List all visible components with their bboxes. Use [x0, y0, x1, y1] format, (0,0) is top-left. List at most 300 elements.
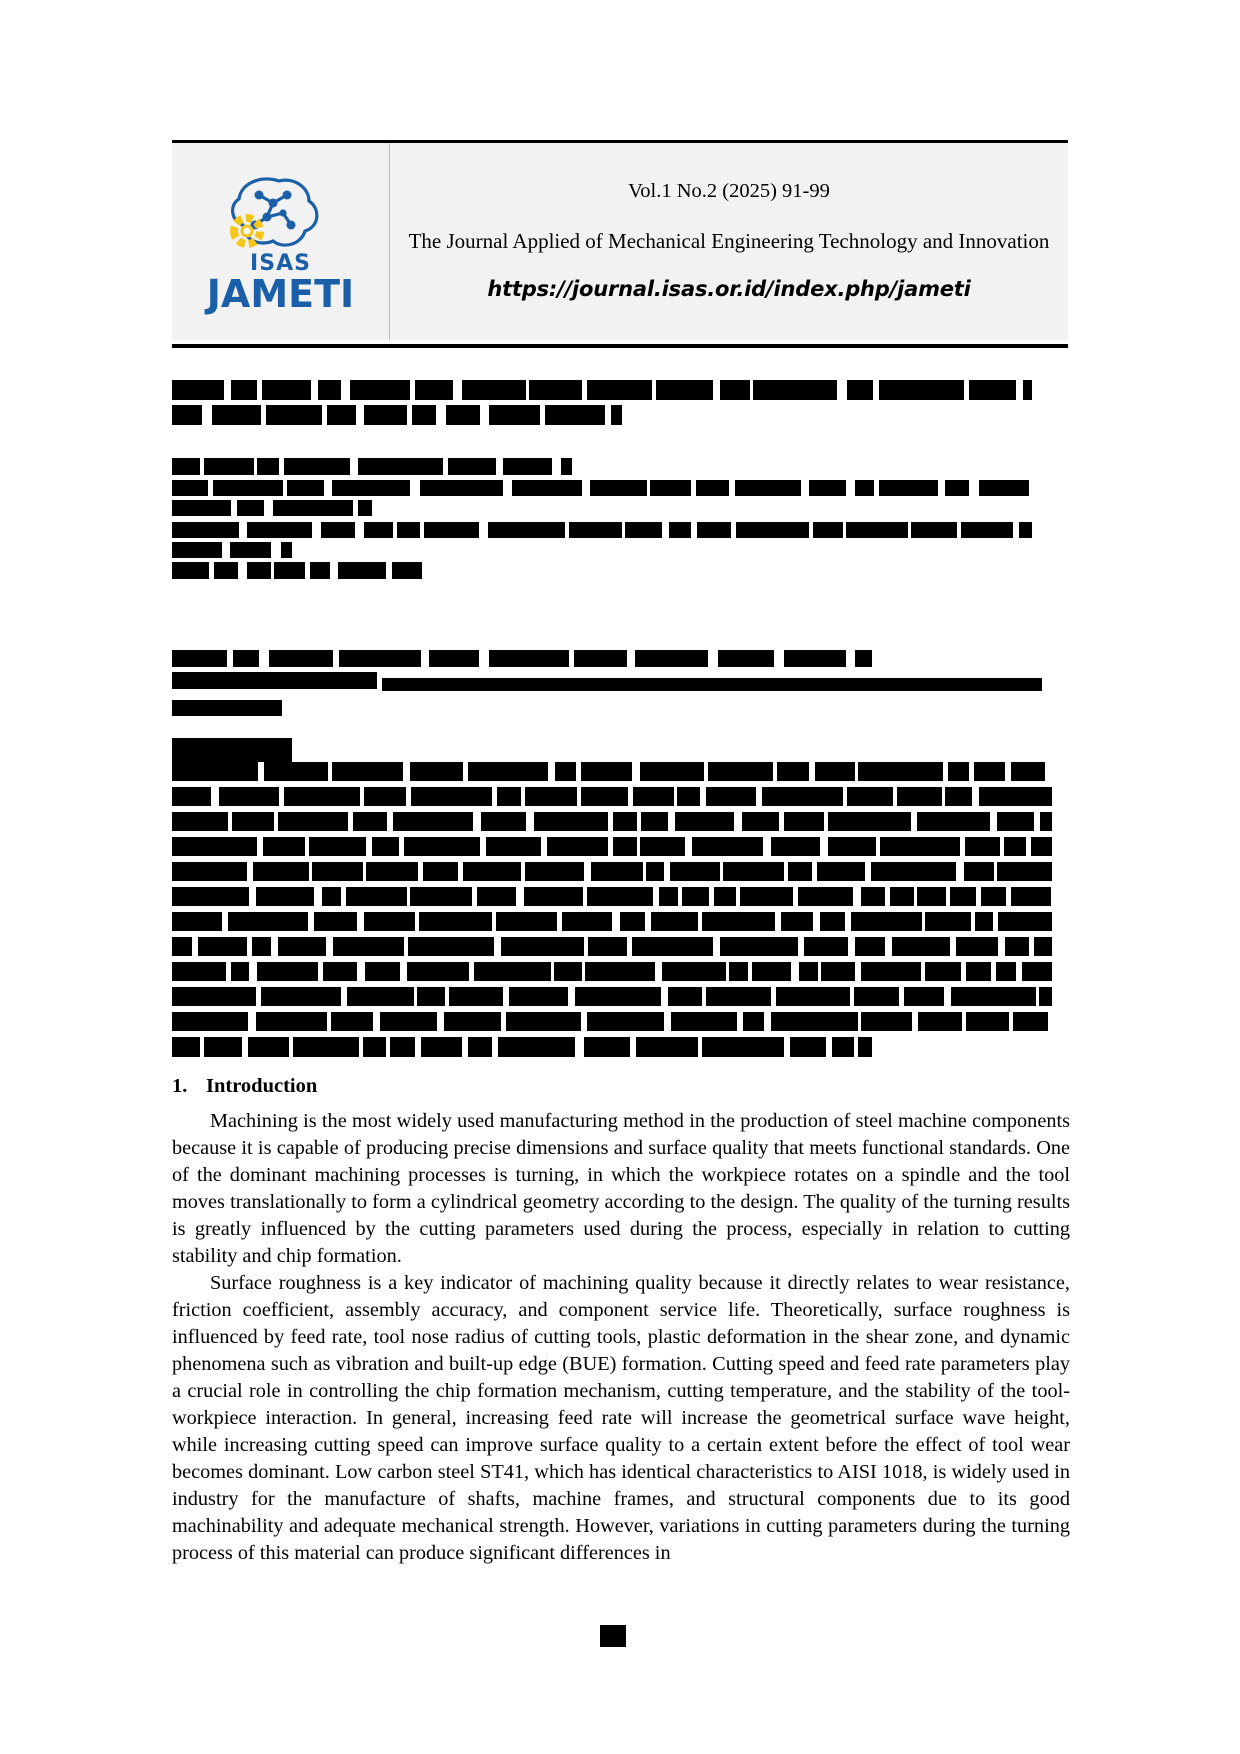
- redacted-abstract-body-line: [646, 862, 664, 881]
- redacted-abstract-body-line: [534, 812, 608, 831]
- redacted-abstract-body-line: [172, 738, 292, 762]
- redacted-title-line: [172, 380, 224, 400]
- redacted-abstract-body-line: [365, 962, 400, 981]
- redacted-abstract-body-line: [256, 887, 314, 906]
- journal-title: The Journal Applied of Mechanical Engineering Technology and Innovation: [408, 228, 1050, 253]
- redacted-affiliation-line: [735, 480, 801, 496]
- redacted-abstract-body-line: [1022, 962, 1052, 981]
- redacted-abstract-body-line: [449, 987, 502, 1006]
- redacted-abstract-body-line: [477, 887, 516, 906]
- redacted-abstract-body-line: [918, 1012, 962, 1031]
- redacted-abstract-body-line: [555, 762, 577, 781]
- redacted-abstract-body-line: [444, 1012, 501, 1031]
- redacted-abstract-body-line: [917, 812, 990, 831]
- redacted-abstract-body-line: [706, 987, 771, 1006]
- redacted-abstract-body-line: [996, 962, 1016, 981]
- redacted-abstract-body-line: [981, 887, 1006, 906]
- redacted-affiliation-line: [736, 522, 809, 538]
- redacted-affiliation-line: [172, 522, 239, 538]
- redacted-abstract-body-line: [854, 987, 899, 1006]
- redacted-abstract-body-line: [633, 787, 674, 806]
- redacted-abstract-body-line: [620, 912, 645, 931]
- redacted-abstract-body-line: [554, 962, 581, 981]
- page-footer-mark: [600, 1625, 626, 1647]
- redacted-abstract-body-line: [861, 962, 922, 981]
- redacted-affiliation-line: [230, 542, 272, 558]
- redacted-affiliation-line: [172, 500, 231, 516]
- redacted-abstract-body-line: [172, 837, 257, 856]
- redacted-abstract-body-line: [966, 962, 990, 981]
- redacted-abstract-body-line: [776, 987, 850, 1006]
- redacted-abstract-body-line: [404, 837, 480, 856]
- redacted-abstract-body-line: [172, 937, 192, 956]
- redacted-abstract-body-line: [975, 912, 993, 931]
- redacted-abstract-body-line: [706, 787, 756, 806]
- redacted-affiliation-line: [358, 500, 372, 516]
- redacted-abstract-body-line: [828, 837, 877, 856]
- redacted-title-line: [266, 405, 322, 425]
- redacted-abstract-body-line: [366, 862, 418, 881]
- redacted-abstract-body-line: [771, 837, 820, 856]
- redacted-abstract-body-line: [581, 787, 627, 806]
- redacted-abstract-body-line: [497, 787, 521, 806]
- redacted-affiliation-line: [420, 480, 503, 496]
- redacted-abstract-body-line: [720, 937, 799, 956]
- redacted-abstract-body-line: [729, 962, 748, 981]
- redacted-title-line: [1023, 380, 1032, 400]
- redacted-title-line: [364, 405, 407, 425]
- redacted-affiliation-line: [172, 562, 209, 579]
- redacted-abstract-body-line: [346, 887, 407, 906]
- redacted-abstract-heading: [718, 650, 774, 667]
- redacted-affiliation-line: [669, 522, 691, 538]
- redacted-abstract-body-line: [219, 787, 279, 806]
- redacted-affiliation-line: [512, 480, 582, 496]
- redacted-abstract-body-line: [948, 762, 968, 781]
- redacted-abstract-body-line: [323, 962, 358, 981]
- journal-masthead: [172, 140, 1068, 340]
- redacted-abstract-body-line: [815, 762, 855, 781]
- redacted-abstract-body-line: [956, 937, 998, 956]
- redacted-abstract-body-line: [575, 987, 661, 1006]
- redacted-abstract-body-line: [998, 912, 1052, 931]
- redacted-affiliation-line: [397, 522, 421, 538]
- redacted-abstract-body-line: [777, 762, 809, 781]
- redacted-abstract-heading: [233, 650, 259, 667]
- redacted-abstract-body-line: [332, 762, 403, 781]
- redacted-abstract-body-line: [364, 787, 406, 806]
- redacted-abstract-body-line: [524, 887, 584, 906]
- redacted-abstract-body-line: [847, 787, 893, 806]
- redacted-title-line: [172, 405, 202, 425]
- redacted-title-line: [327, 405, 356, 425]
- redacted-abstract-body-line: [662, 962, 726, 981]
- redacted-abstract-body-line: [198, 937, 247, 956]
- redacted-abstract-body-line: [965, 837, 1000, 856]
- redacted-abstract-body-line: [585, 962, 655, 981]
- redacted-abstract-body-line: [640, 762, 704, 781]
- redacted-title-line: [753, 380, 837, 400]
- redacted-abstract-body-line: [997, 812, 1034, 831]
- redacted-abstract-body-line: [587, 1012, 663, 1031]
- redacted-title-line: [969, 380, 1016, 400]
- redacted-abstract-body-line: [682, 887, 709, 906]
- redacted-affiliation-line: [650, 480, 691, 496]
- redacted-abstract-body-line: [333, 937, 405, 956]
- redacted-affiliation-line: [855, 480, 873, 496]
- redacted-author-line: [358, 458, 443, 475]
- redacted-abstract-body-line: [314, 912, 357, 931]
- redacted-author-line: [257, 458, 278, 475]
- redacted-affiliation-line: [961, 522, 1012, 538]
- redacted-abstract-body-line: [172, 762, 258, 781]
- redacted-abstract-body-line: [904, 987, 944, 1006]
- redacted-abstract-body-line: [172, 962, 226, 981]
- redacted-abstract-body-line: [423, 862, 458, 881]
- redacted-abstract-body-line: [640, 837, 684, 856]
- redacted-abstract-body-line: [659, 887, 678, 906]
- redacted-title-line: [529, 380, 582, 400]
- redacted-affiliation-line: [310, 562, 330, 579]
- redacted-title-line: [412, 405, 436, 425]
- redacted-abstract-body-line: [675, 812, 734, 831]
- redacted-title-line: [879, 380, 964, 400]
- redacted-abstract-body-line: [742, 812, 779, 831]
- redacted-affiliation-line: [273, 500, 354, 516]
- paragraph-2: Surface roughness is a key indicator of machining quality because it directly relates to wear resistance, friction coefficient, assembly accuracy, and component service life. Theoretically, surface roughness is influenced by feed rate, tool nose radius of cutting tools, plastic deformation in the shear zone, and dynamic phenomena such as vibration and built-up edge (BUE) formation. Cutting speed and feed rate parameters play a crucial role in controlling the chip formation mechanism, cutting temperature, and the stability of the tool-workpiece interaction. In general, increasing feed rate will increase the geometrical surface wave height, while increasing cutting speed can improve surface quality to a certain extent before the effect of tool wear becomes dominant. Low carbon steel ST41, which has identical characteristics to AISI 1018, is widely used in industry for the manufacture of shafts, machine frames, and structural components due to its good machinability and adequate mechanical strength. However, variations in cutting parameters during the turning process of this material can produce significant differences in: [172, 1271, 1070, 1564]
- redacted-keywords-line: [858, 1037, 872, 1057]
- redacted-affiliation-line: [911, 522, 957, 538]
- redacted-abstract-heading: [172, 650, 227, 667]
- redacted-abstract-body-line: [278, 812, 347, 831]
- redacted-abstract-body-line: [858, 762, 943, 781]
- redacted-abstract-body-line: [917, 887, 945, 906]
- redacted-abstract-body-line: [486, 837, 541, 856]
- redacted-abstract-body-line: [172, 987, 256, 1006]
- redacted-abstract-body-line: [925, 962, 961, 981]
- redacted-abstract-body-line: [347, 987, 414, 1006]
- redacted-abstract-body-line: [1031, 837, 1052, 856]
- redacted-title-line: [656, 380, 713, 400]
- redacted-affiliation-line: [569, 522, 622, 538]
- redacted-author-line: [448, 458, 497, 475]
- redacted-keywords-line: [636, 1037, 698, 1057]
- redacted-abstract-line: [172, 700, 282, 716]
- redacted-title-line: [587, 380, 652, 400]
- redacted-affiliation-line: [287, 480, 324, 496]
- redacted-abstract-body-line: [997, 862, 1052, 881]
- redacted-abstract-body-line: [799, 962, 818, 981]
- redacted-author-line: [284, 458, 350, 475]
- logo-isas-text: ISAS: [250, 250, 311, 276]
- redacted-abstract-body-line: [506, 1012, 581, 1031]
- redacted-affiliation-line: [590, 480, 647, 496]
- redacted-affiliation-line: [1019, 522, 1032, 538]
- redacted-abstract-body-line: [256, 1012, 327, 1031]
- redacted-keywords-line: [584, 1037, 630, 1057]
- redacted-affiliation-line: [392, 562, 422, 579]
- redacted-abstract-body-line: [752, 962, 791, 981]
- logo-jameti-text: JAMETI: [206, 271, 355, 316]
- redacted-keywords-line: [832, 1037, 855, 1057]
- redacted-abstract-body-line: [613, 812, 637, 831]
- redacted-abstract-body-line: [740, 887, 793, 906]
- redacted-abstract-body-line: [364, 912, 415, 931]
- redacted-author-line: [561, 458, 572, 475]
- redacted-abstract-body-line: [771, 1012, 858, 1031]
- redacted-abstract-body-line: [408, 937, 494, 956]
- redacted-abstract-body-line: [562, 912, 612, 931]
- redacted-author-line: [204, 458, 254, 475]
- redacted-abstract-body-line: [257, 962, 319, 981]
- redacted-abstract-body-line: [331, 1012, 373, 1031]
- redacted-abstract-body-line: [743, 1012, 764, 1031]
- redacted-affiliation-line: [424, 522, 480, 538]
- redacted-keywords-line: [390, 1037, 415, 1057]
- redacted-abstract-body-line: [702, 912, 775, 931]
- section-title: Introduction: [206, 1075, 318, 1097]
- journal-url[interactable]: https://journal.isas.or.id/index.php/jameti: [487, 276, 971, 301]
- redacted-abstract-heading: [855, 650, 872, 667]
- redacted-abstract-body-line: [410, 887, 472, 906]
- redacted-abstract-body-line: [855, 937, 885, 956]
- redacted-abstract-heading: [784, 650, 846, 667]
- redacted-abstract-body-line: [974, 762, 1005, 781]
- redacted-title-line: [720, 380, 750, 400]
- redacted-title-line: [231, 380, 257, 400]
- redacted-abstract-body-line: [871, 862, 956, 881]
- redacted-affiliation-line: [846, 522, 908, 538]
- redacted-affiliation-line: [332, 480, 410, 496]
- redacted-abstract-body-line: [501, 937, 584, 956]
- redacted-abstract-heading: [489, 650, 569, 667]
- redacted-keywords-line: [204, 1037, 241, 1057]
- redacted-affiliation-line: [809, 480, 846, 496]
- redacted-title-line: [446, 405, 481, 425]
- redacted-affiliation-line: [237, 500, 264, 516]
- redacted-keywords-line: [363, 1037, 386, 1057]
- redacted-keywords-line: [172, 1037, 200, 1057]
- redacted-abstract-body-line: [468, 762, 548, 781]
- redacted-abstract-body-line: [393, 812, 473, 831]
- redacted-abstract-body-line: [951, 987, 1035, 1006]
- redacted-abstract-body-line: [677, 787, 699, 806]
- redacted-abstract-body-line: [419, 912, 492, 931]
- redacted-title-line: [415, 380, 453, 400]
- redacted-title-line: [545, 405, 605, 425]
- redacted-keywords-line: [790, 1037, 825, 1057]
- redacted-abstract-body-line: [481, 812, 526, 831]
- redacted-abstract-body-line: [410, 762, 463, 781]
- redacted-abstract-body-line: [723, 862, 784, 881]
- redacted-title-line: [350, 380, 409, 400]
- redacted-affiliation-line: [364, 522, 394, 538]
- redacted-abstract-body-line: [278, 937, 326, 956]
- redacted-abstract-rule: [382, 678, 1042, 691]
- redacted-author-line: [503, 458, 552, 475]
- redacted-abstract-body-line: [714, 887, 736, 906]
- redacted-abstract-body-line: [821, 962, 855, 981]
- redacted-affiliation-line: [321, 522, 355, 538]
- redacted-affiliation-line: [945, 480, 969, 496]
- redacted-abstract-body-line: [228, 912, 308, 931]
- redacted-keywords-line: [498, 1037, 575, 1057]
- redacted-abstract-body-line: [417, 987, 444, 1006]
- redacted-abstract-body-line: [264, 762, 328, 781]
- paragraph-1: Machining is the most widely used manufacturing method in the production of steel machine components because it is capable of producing precise dimensions and surface quality that meets functional standards. One of the dominant machining processes is turning, in which the workpiece rotates on a spindle and the tool moves translationally to form a cylindrical geometry according to the design. The quality of the turning results is greatly influenced by the cutting parameters used during the process, especially in relation to cutting stability and chip formation.: [172, 1110, 1070, 1267]
- redacted-abstract-body-line: [232, 812, 274, 831]
- redacted-abstract-body-line: [781, 912, 813, 931]
- redacted-abstract-body-line: [1039, 987, 1052, 1006]
- redacted-abstract-body-line: [581, 762, 632, 781]
- redacted-affiliation-line: [696, 480, 729, 496]
- redacted-title-line: [847, 380, 873, 400]
- redacted-affiliation-line: [281, 542, 292, 558]
- redacted-affiliation-line: [213, 480, 283, 496]
- redacted-abstract-body-line: [587, 887, 653, 906]
- redacted-affiliation-line: [247, 562, 271, 579]
- redacted-affiliation-line: [625, 522, 663, 538]
- redacted-abstract-body-line: [525, 787, 577, 806]
- redacted-abstract-body-line: [261, 987, 341, 1006]
- section-number: 1.: [172, 1075, 188, 1097]
- redacted-abstract-body-line: [945, 787, 972, 806]
- redacted-affiliation-line: [338, 562, 387, 579]
- redacted-abstract-heading: [339, 650, 420, 667]
- redacted-abstract-body-line: [407, 962, 469, 981]
- redacted-abstract-body-line: [463, 862, 521, 881]
- redacted-abstract-body-line: [671, 1012, 737, 1031]
- redacted-affiliation-line: [697, 522, 731, 538]
- journal-logo: [172, 143, 390, 340]
- redacted-abstract-body-line: [231, 962, 249, 981]
- redacted-abstract-body-line: [1013, 1012, 1048, 1031]
- redacted-abstract-body-line: [668, 987, 702, 1006]
- redacted-abstract-body-line: [322, 887, 341, 906]
- redacted-abstract-body-line: [172, 887, 249, 906]
- redacted-abstract-body-line: [613, 837, 637, 856]
- redacted-abstract-body-line: [253, 862, 309, 881]
- volume-issue-line: Vol.1 No.2 (2025) 91-99: [628, 180, 830, 202]
- redacted-abstract-body-line: [372, 837, 399, 856]
- redacted-abstract-body-line: [591, 862, 643, 881]
- redacted-affiliation-line: [214, 562, 237, 579]
- redacted-abstract-body-line: [966, 1012, 1009, 1031]
- redacted-abstract-body-line: [1040, 812, 1052, 831]
- redacted-abstract-body-line: [547, 837, 608, 856]
- redacted-affiliation-line: [274, 562, 305, 579]
- redacted-abstract-body-line: [1034, 937, 1052, 956]
- redacted-abstract-body-line: [892, 937, 950, 956]
- redacted-abstract-heading: [574, 650, 627, 667]
- redacted-title-line: [262, 380, 311, 400]
- redacted-abstract-body-line: [172, 1012, 248, 1031]
- redacted-abstract-body-line: [509, 987, 568, 1006]
- redacted-abstract-body-line: [263, 837, 304, 856]
- redacted-abstract-body-line: [1011, 887, 1051, 906]
- redacted-title-line: [212, 405, 261, 425]
- masthead-bottom-rule: [172, 344, 1068, 348]
- redacted-abstract-body-line: [1005, 937, 1029, 956]
- redacted-title-line: [462, 380, 526, 400]
- masthead-text: [390, 143, 1068, 340]
- redacted-abstract-body-line: [851, 912, 922, 931]
- redacted-abstract-body-line: [496, 912, 557, 931]
- redacted-abstract-body-line: [964, 862, 994, 881]
- redacted-affiliation-line: [172, 480, 208, 496]
- redacted-abstract-body-line: [925, 912, 971, 931]
- redacted-abstract-body-line: [897, 787, 942, 806]
- redacted-affiliation-line: [813, 522, 843, 538]
- redacted-abstract-body-line: [890, 887, 914, 906]
- redacted-abstract-body-line: [692, 837, 763, 856]
- redacted-abstract-body-line: [525, 862, 584, 881]
- redacted-abstract-body-line: [820, 912, 845, 931]
- redacted-affiliation-line: [488, 522, 565, 538]
- redacted-abstract-body-line: [880, 837, 960, 856]
- redacted-keywords-line: [293, 1037, 359, 1057]
- redacted-abstract-body-line: [979, 787, 1052, 806]
- redacted-abstract-line: [172, 672, 377, 689]
- redacted-affiliation-line: [979, 480, 1029, 496]
- redacted-abstract-body-line: [474, 962, 551, 981]
- redacted-abstract-body-line: [172, 862, 247, 881]
- section-heading-introduction: [172, 1075, 1072, 1098]
- redacted-abstract-body-line: [411, 787, 492, 806]
- redacted-title-line: [318, 380, 341, 400]
- redacted-abstract-body-line: [252, 937, 271, 956]
- redacted-title-line: [611, 405, 622, 425]
- redacted-keywords-line: [248, 1037, 290, 1057]
- redacted-abstract-body-line: [828, 812, 910, 831]
- redacted-abstract-body-line: [670, 862, 720, 881]
- redacted-abstract-body-line: [380, 1012, 437, 1031]
- redacted-abstract-body-line: [309, 837, 366, 856]
- redacted-abstract-body-line: [172, 812, 228, 831]
- redacted-abstract-body-line: [762, 787, 843, 806]
- redacted-abstract-body-line: [284, 787, 360, 806]
- redacted-abstract-heading: [269, 650, 333, 667]
- redacted-abstract-body-line: [861, 887, 885, 906]
- redacted-abstract-body-line: [817, 862, 865, 881]
- redacted-abstract-body-line: [632, 937, 713, 956]
- redacted-abstract-body-line: [1011, 762, 1045, 781]
- redacted-abstract-heading: [429, 650, 479, 667]
- redacted-abstract-body-line: [641, 812, 668, 831]
- redacted-abstract-body-line: [353, 812, 387, 831]
- redacted-affiliation-line: [172, 542, 222, 558]
- redacted-abstract-body-line: [798, 887, 853, 906]
- redacted-affiliation-line: [247, 522, 311, 538]
- redacted-author-line: [172, 458, 200, 475]
- redacted-keywords-line: [421, 1037, 462, 1057]
- redacted-abstract-body-line: [784, 812, 824, 831]
- redacted-affiliation-line: [879, 480, 938, 496]
- redacted-abstract-body-line: [588, 937, 627, 956]
- introduction-body: [172, 1108, 1070, 1567]
- brain-network-gear-icon: [221, 169, 341, 261]
- redacted-keywords-line: [468, 1037, 491, 1057]
- redacted-abstract-body-line: [651, 912, 698, 931]
- redacted-keywords-line: [702, 1037, 784, 1057]
- redacted-abstract-body-line: [861, 1012, 912, 1031]
- redacted-abstract-body-line: [1004, 837, 1026, 856]
- redacted-abstract-body-line: [708, 762, 773, 781]
- redacted-abstract-body-line: [312, 862, 362, 881]
- redacted-abstract-body-line: [788, 862, 812, 881]
- redacted-abstract-body-line: [172, 787, 211, 806]
- redacted-abstract-heading: [635, 650, 708, 667]
